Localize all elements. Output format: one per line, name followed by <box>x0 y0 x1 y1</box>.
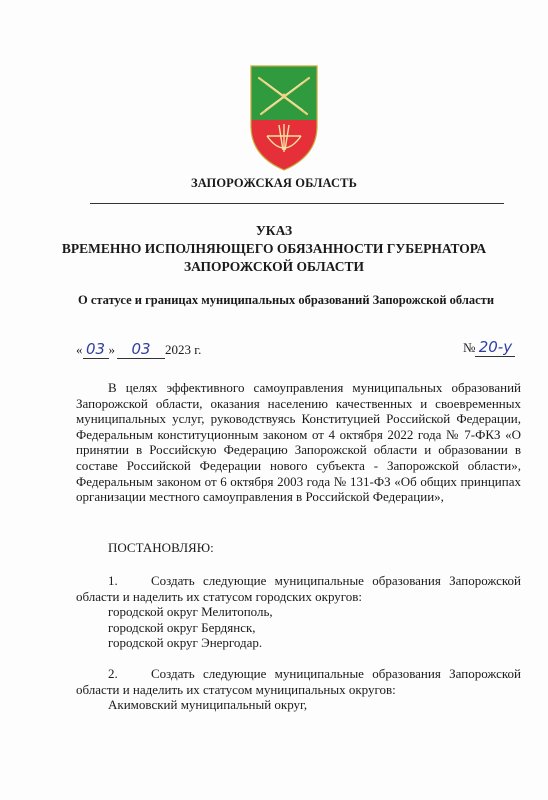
item-body: Создать следующие муниципальные образования Запорожской области и наделить их статусом муниципальных округов: <box>76 666 521 697</box>
document-number <box>463 338 515 357</box>
list-entry: городской округ Энергодар. <box>108 635 263 651</box>
item-body: Создать следующие муниципальные образования Запорожской области и наделить их статусом городских округов: <box>76 573 521 604</box>
date-year: 2023 г. <box>165 342 202 357</box>
list-item <box>76 573 521 651</box>
date-day: 03 <box>83 340 109 359</box>
list-entry: городской округ Бердянск, <box>108 619 256 635</box>
document-subject: О статусе и границах муниципальных образований Запорожской области <box>77 293 495 307</box>
document-type: УКАЗ <box>255 223 293 238</box>
preamble-paragraph <box>76 380 521 505</box>
list-entry: городской округ Мелитополь, <box>108 604 273 620</box>
region-heading: ЗАПОРОЖСКАЯ ОБЛАСТЬ <box>191 176 357 190</box>
item-2-text <box>76 666 521 697</box>
list-item <box>76 666 521 713</box>
item-number: 2. <box>108 666 118 681</box>
list-entry: Акимовский муниципальный округ, <box>108 697 308 713</box>
decree-word: ПОСТАНОВЛЯЮ: <box>108 540 214 555</box>
date-open-quote: « <box>76 342 83 357</box>
coat-of-arms-emblem <box>249 64 319 172</box>
date-month: 03 <box>117 340 165 359</box>
number-value: 20-у <box>475 338 515 357</box>
header-divider <box>90 203 504 204</box>
number-prefix: № <box>463 340 476 355</box>
issuer-line-1: ВРЕМЕННО ИСПОЛНЯЮЩЕГО ОБЯЗАННОСТИ ГУБЕРНАТОРА <box>61 241 487 256</box>
item-number: 1. <box>108 573 118 588</box>
date-close-quote: » <box>108 342 115 357</box>
issuer-line-2: ЗАПОРОЖСКОЙ ОБЛАСТИ <box>184 259 364 274</box>
date-line <box>76 340 201 359</box>
item-1-text <box>76 573 521 604</box>
preamble-text: В целях эффективного самоуправления муниципальных образований Запорожской области, оказания населению качественных и своевременных муниципальных услуг, руководствуясь Конституцией Российской Федерации, Федеральным конституционным законом от 4 октября 2022 года № 7-ФКЗ «О принятии в Российскую Федерацию Запорожской области и образовании в составе Российской Федерации нового субъекта - Запорожской области», Федеральным законом от 6 октября 2003 года № 131-ФЗ «Об общих принципах организации местного самоуправления в Российской Федерации», <box>76 380 521 505</box>
